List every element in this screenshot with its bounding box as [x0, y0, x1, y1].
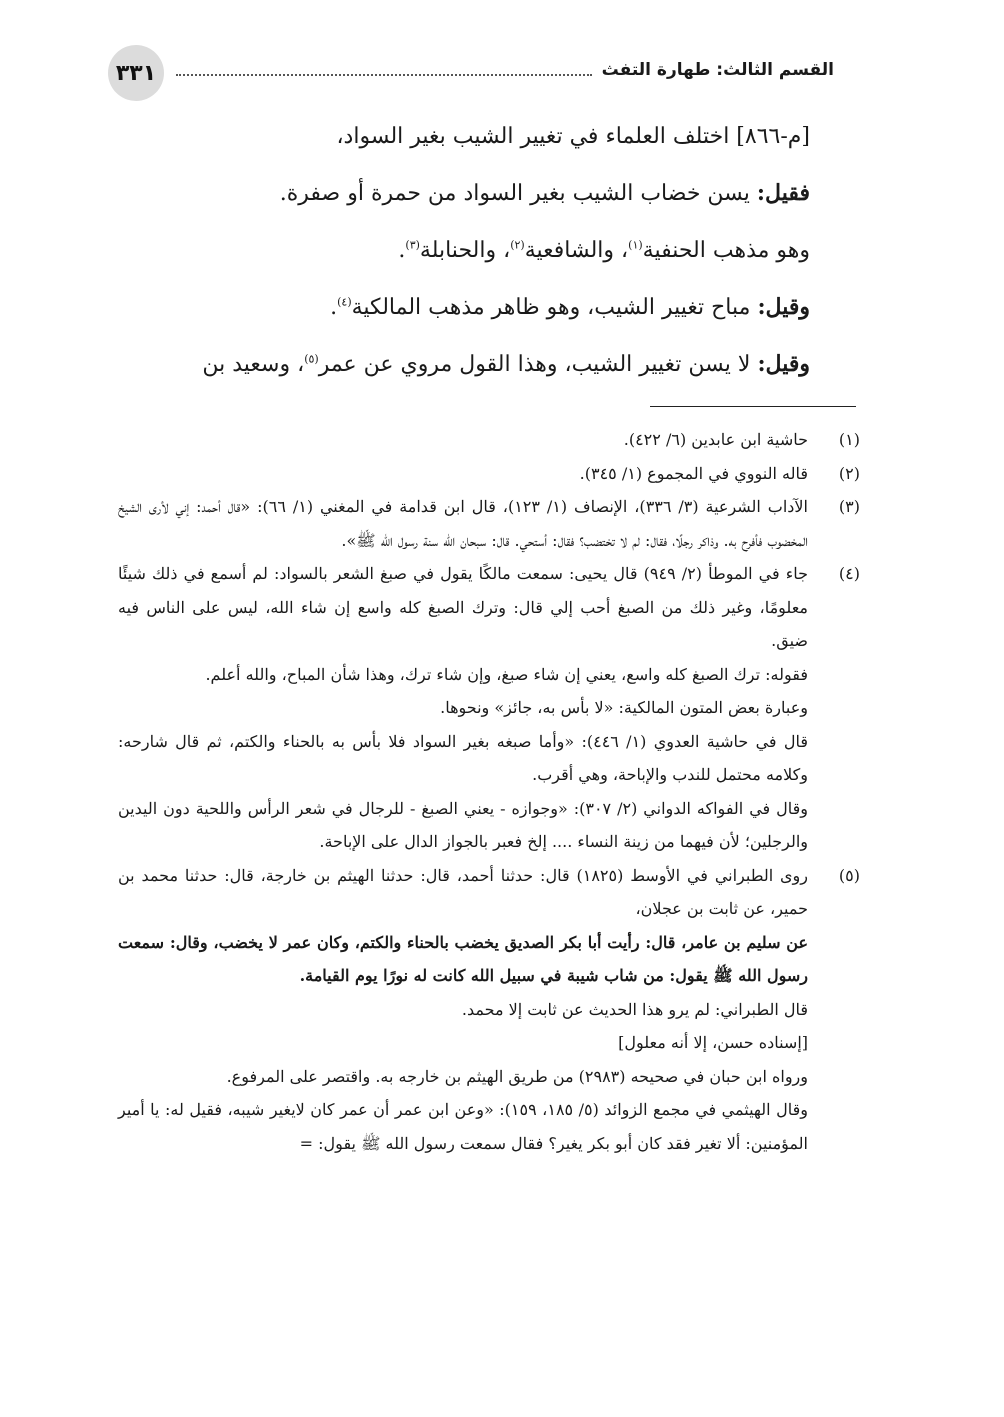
opinion-text: يسن خضاب الشيب بغير السواد من حمرة أو صفرة. [279, 181, 757, 206]
opinion-text: لا يسن تغيير الشيب، وهذا القول مروي عن عمر [318, 352, 758, 377]
paragraph-opinion-2 [146, 279, 810, 336]
footnote-ref[interactable]: (٣) [405, 238, 420, 252]
page-number: ٣٣١ [108, 45, 164, 101]
footnote-number: (٥) [838, 865, 860, 885]
footnote-number: (٤) [838, 564, 860, 583]
opinion-label: وقيل: [757, 294, 810, 320]
footnote-ref[interactable]: (٢) [510, 238, 525, 252]
footnote-line: قاله النووي في المجموع (١/ ٣٤٥). [579, 463, 808, 483]
footnote-separator [650, 406, 856, 407]
footnote [118, 490, 860, 557]
madhhab-text: . [398, 238, 406, 263]
footnote-line: روى الطبراني في الأوسط (١٨٢٥) قال: حدثنا أحمد، قال: حدثنا الهيثم بن خارجة، قال: حدثنا محمد بن حمير، عن ثابت بن عجلان، [118, 865, 808, 918]
footnote-line: قال في حاشية العدوي (١/ ٤٤٦): «وأما صبغه بغير السواد فلا بأس به بالحناء والكتم، ثم قال شارحه: وكلامه محتمل للندب والإباحة، وهي أقرب. [118, 731, 809, 784]
main-text [146, 108, 810, 393]
footnote-line: ورواه ابن حبان في صحيحه (٢٩٨٣) من طريق الهيثم بن خارجه به. واقتصر على المرفوع. [226, 1066, 808, 1086]
footnote-line: وقال الهيثمي في مجمع الزوائد (٥/ ١٨٥، ١٥٩): «وعن ابن عمر أن عمر كان لايغير شيبه، فقيل له: يا أمير المؤمنين: ألا تغير فقد كان أبو بكر يغير؟ فقال سمعت رسول الله ﷺ يقول: = [118, 1100, 808, 1153]
paragraph-madhhab [146, 222, 810, 279]
madhhab-text: ، والحنابلة [419, 238, 511, 263]
opinion-text: . [330, 295, 338, 320]
footnote [118, 423, 860, 457]
leader-dots [176, 74, 592, 76]
footnote-line: وعبارة بعض المتون المالكية: «لا بأس به، جائز» ونحوها. [440, 698, 808, 717]
footnote-line: وقال في الفواكه الدواني (٢/ ٣٠٧): «وجوازه - يعني الصبغ - للرجال في شعر الرأس واللحية دون اليدين والرجلين؛ لأن فيهما من زينة النساء .... إلخ فعبر بالجواز الدال على الإباحة. [118, 798, 809, 851]
footnote-number: (٢) [838, 463, 860, 483]
madhhab-text: وهو مذهب الحنفية [642, 238, 810, 263]
footnote-line: فقوله: ترك الصبغ كله واسع، يعني إن شاء صبغ، وإن شاء ترك، وهذا شأن المباح، والله أعلم. [205, 664, 808, 684]
footnote-body [118, 859, 808, 1161]
footnote-number: (٣) [838, 497, 860, 516]
footnote-line: حاشية ابن عابدين (٦/ ٤٢٢). [623, 430, 808, 449]
footnote-line: الآداب الشرعية (٣/ ٣٣٦)، الإنصاف (١/ ١٢٣)، قال ابن قدامة في المغني (١/ ٦٦): «قال أحمد: إني لأرى الشيخ المخضوب فأفرح به. وذاكر رجلًا، فقال: لم لا تختضب؟ فقال: أستحي. قال: سبحان الله سنة رسول الله ﷺ». [118, 497, 808, 550]
footnote-body [118, 490, 808, 557]
paragraph-opinion-3 [146, 336, 810, 393]
footnote-line: قال الطبراني: لم يرو هذا الحديث عن ثابت إلا محمد. [461, 999, 808, 1019]
footnote-body [118, 557, 808, 859]
paragraph-opinion-1 [146, 165, 810, 222]
madhhab-text: ، والشافعية [524, 238, 629, 263]
opinion-label: وقيل: [757, 351, 810, 377]
footnote-ref[interactable]: (١) [628, 238, 643, 252]
footnote [118, 859, 860, 1161]
opinion-label: فقيل: [756, 180, 810, 206]
footnote [118, 457, 860, 491]
opinion-text: ، وسعيد بن [202, 352, 305, 377]
footnote [118, 557, 860, 859]
footnote-line: جاء في الموطأ (٢/ ٩٤٩) قال يحيى: سمعت مالكًا يقول في صبغ الشعر بالسواد: لم أسمع في ذلك شيئًا معلومًا، وغير ذلك من الصبغ أحب إلي قال: وترك الصبغ كله واسع إن شاء الله، ليس على الناس فيه ضيق. [118, 564, 808, 650]
footnote-ref[interactable]: (٤) [337, 295, 352, 309]
footnote-number: (١) [838, 430, 860, 449]
hadith-text: عن سليم بن عامر، قال: رأيت أبا بكر الصديق يخضب بالحناء والكتم، وكان عمر لا يخضب، وقال: سمعت رسول الله ﷺ يقول: من شاب شيبة في سبيل الله كانت له نورًا يوم القيامة. [118, 932, 808, 985]
footnote-ref[interactable]: (٥) [304, 352, 319, 366]
footnote-line: [إسناده حسن، إلا أنه معلول] [618, 1033, 808, 1052]
opinion-text: مباح تغيير الشيب، وهو ظاهر مذهب المالكية [351, 295, 758, 320]
footnotes [118, 423, 860, 1160]
paragraph-intro: [م-٨٦٦] اختلف العلماء في تغيير الشيب بغير السواد، [336, 124, 810, 149]
running-header [176, 58, 844, 82]
running-title: القسم الثالث: طهارة التفث [601, 60, 834, 80]
footnote-body [118, 423, 808, 457]
footnote-body [118, 457, 808, 491]
